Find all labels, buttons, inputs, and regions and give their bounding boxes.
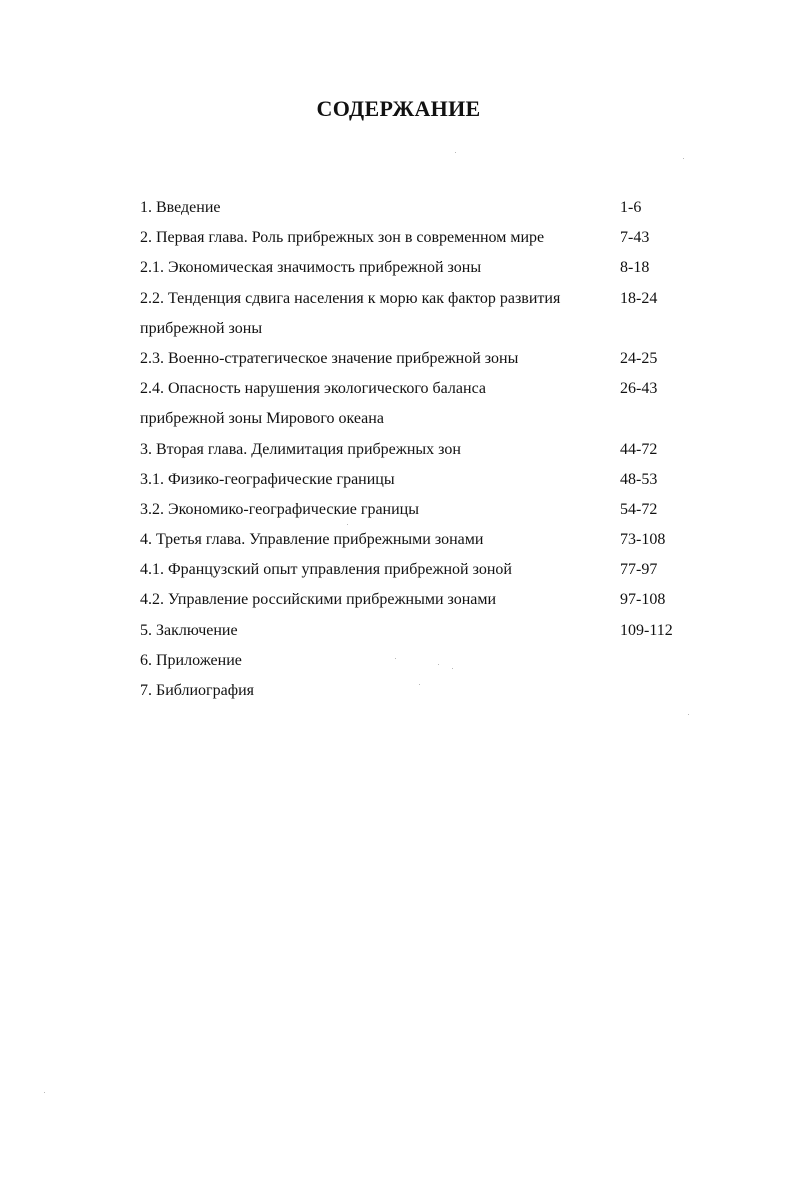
toc-entry-pages: 109-112 — [620, 621, 673, 639]
toc-entry-continuation — [140, 404, 700, 434]
toc-entry-pages: 1-6 — [620, 199, 642, 216]
toc-entry — [140, 344, 700, 374]
page-title: СОДЕРЖАНИЕ — [316, 96, 481, 121]
toc-entry-continuation — [140, 314, 700, 344]
toc-entry — [140, 435, 700, 465]
toc-entry — [140, 193, 700, 223]
toc-entry — [140, 284, 700, 314]
toc-entry — [140, 585, 700, 615]
toc-entry-pages: 77-97 — [620, 561, 658, 579]
toc-entry-pages: 26-43 — [620, 380, 658, 398]
toc-entry-label: прибрежной зоны — [140, 319, 263, 337]
toc-entry — [140, 555, 700, 585]
toc-entry-label: 3.1. Физико-географические границы — [140, 470, 395, 488]
toc-entry-label: 6. Приложение — [140, 651, 242, 669]
toc-entry — [140, 465, 700, 495]
toc-entry-label: 7. Библиография — [140, 682, 254, 699]
toc-entry-label: 2.2. Тенденция сдвига населения к морю как фактор развития — [140, 289, 561, 307]
toc-entry-pages: 8-18 — [620, 259, 650, 277]
toc-entry — [140, 253, 700, 283]
toc-entry — [140, 676, 700, 706]
toc-entry-label: 4. Третья глава. Управление прибрежными зонами — [140, 531, 484, 549]
toc-entry-label: 4.1. Французский опыт управления прибрежной зоной — [140, 561, 512, 579]
toc-entry-pages: 48-53 — [620, 470, 658, 488]
toc-entry — [140, 374, 700, 404]
toc-entry-label: 2.3. Военно-стратегическое значение прибрежной зоны — [140, 349, 519, 367]
toc-entry — [140, 646, 700, 676]
toc-entry-label: 3. Вторая глава. Делимитация прибрежных зон — [140, 440, 461, 458]
toc-entry-label: 1. Введение — [140, 199, 221, 216]
toc-entry-label: 2.1. Экономическая значимость прибрежной зоны — [140, 259, 482, 277]
toc-entry-pages: 54-72 — [620, 500, 658, 518]
toc-entry-pages: 24-25 — [620, 349, 658, 367]
toc-entry-pages: 18-24 — [620, 289, 658, 307]
toc-entry-label: прибрежной зоны Мирового океана — [140, 410, 384, 428]
toc-entry — [140, 495, 700, 525]
toc-entry — [140, 525, 700, 555]
toc-entry-pages: 97-108 — [620, 591, 666, 609]
toc-entry-label: 5. Заключение — [140, 621, 238, 639]
toc-entry-label: 4.2. Управление российскими прибрежными зонами — [140, 591, 497, 609]
toc-entry-label: 2. Первая глава. Роль прибрежных зон в современном мире — [140, 229, 545, 247]
toc-entry-pages: 73-108 — [620, 531, 666, 549]
table-of-contents — [140, 193, 700, 706]
toc-entry — [140, 616, 700, 646]
toc-entry-label: 2.4. Опасность нарушения экологического баланса — [140, 380, 486, 398]
toc-entry — [140, 223, 700, 253]
toc-entry-label: 3.2. Экономико-географические границы — [140, 500, 419, 518]
toc-entry-pages: 7-43 — [620, 229, 650, 247]
toc-entry-pages: 44-72 — [620, 440, 658, 458]
